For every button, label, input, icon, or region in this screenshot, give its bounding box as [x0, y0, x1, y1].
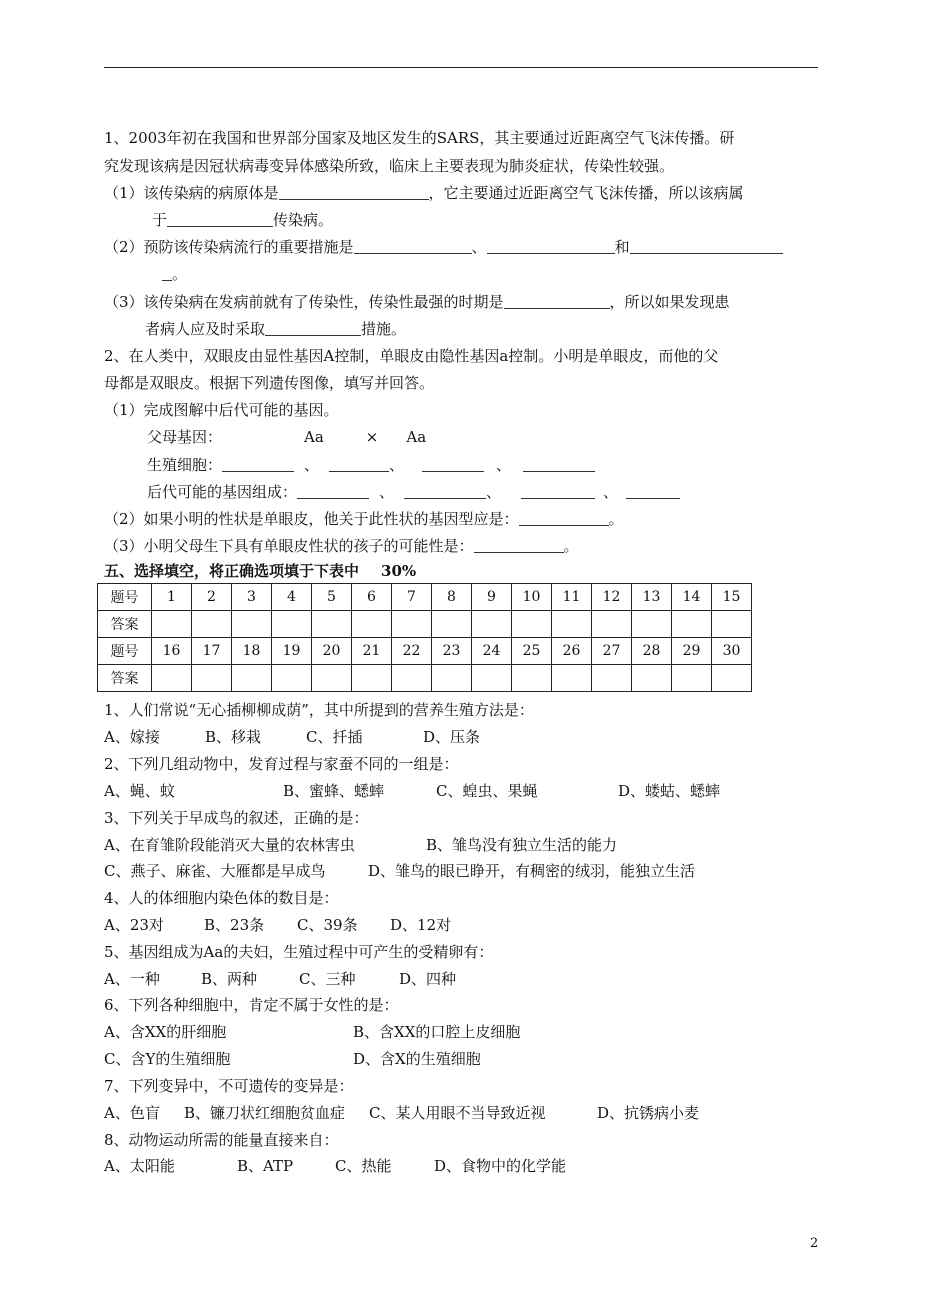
- mc-q8: 8、动物运动所需的能量直接来自：: [104, 1131, 339, 1149]
- question-number: 24: [472, 638, 512, 665]
- table-row: [98, 611, 752, 638]
- q2-parents: [147, 427, 426, 447]
- parent1-genotype: Aa: [304, 428, 324, 446]
- q1-part1: [104, 183, 744, 203]
- option-d: D、12对: [390, 916, 452, 934]
- question-number: 8: [432, 584, 472, 611]
- q1-part2-end: 。: [172, 265, 188, 283]
- q1-part3: [104, 292, 730, 312]
- mc-q5: 5、基因组成为Aa的夫妇，生殖过程中可产生的受精卵有：: [104, 943, 494, 961]
- answer-blank[interactable]: [404, 483, 486, 499]
- answer-blank[interactable]: [265, 320, 361, 336]
- q1-line2: 究发现该病是因冠状病毒变异体感染所致，临床上主要表现为肺炎症状，传染性较强。: [104, 157, 675, 175]
- question-number: 22: [392, 638, 432, 665]
- answer-cell[interactable]: [312, 665, 352, 692]
- answer-cell[interactable]: [552, 611, 592, 638]
- option-c: C、三种: [299, 970, 356, 988]
- option-b: B、23条: [204, 916, 265, 934]
- answer-blank[interactable]: [279, 184, 429, 200]
- question-number: 28: [632, 638, 672, 665]
- q2-gametes: [147, 455, 595, 475]
- mc-q1: 1、人们常说“无心插柳柳成荫”，其中所提到的营养生殖方法是：: [104, 701, 534, 719]
- header-cell-answer: 答案: [98, 611, 152, 638]
- option-c: C、蝗虫、果蝇: [436, 782, 538, 800]
- mc-q3-options-cd: [104, 861, 695, 881]
- option-c: C、扦插: [306, 728, 363, 746]
- q2-part3-text: （3）小明父母生下具有单眼皮性状的孩子的可能性是：: [104, 537, 474, 555]
- question-number: 4: [272, 584, 312, 611]
- parent2-genotype: Aa: [406, 428, 427, 446]
- mc-q8-options: [104, 1156, 566, 1176]
- option-c: C、某人用眼不当导致近视: [369, 1104, 546, 1122]
- answer-cell[interactable]: [312, 611, 352, 638]
- separator: 、: [496, 456, 512, 474]
- answer-cell[interactable]: [672, 611, 712, 638]
- answer-cell[interactable]: [232, 665, 272, 692]
- section5-score: 30%: [381, 562, 417, 580]
- answer-cell[interactable]: [592, 611, 632, 638]
- option-a: A、23对: [104, 916, 164, 934]
- question-number: 23: [432, 638, 472, 665]
- option-a: A、太阳能: [104, 1157, 175, 1175]
- separator: 、: [603, 483, 619, 501]
- answer-cell[interactable]: [392, 665, 432, 692]
- option-d: D、食物中的化学能: [434, 1157, 567, 1175]
- option-d: D、雏鸟的眼已睁开，有稠密的绒羽，能独立生活: [368, 862, 696, 880]
- table-row: [98, 584, 752, 611]
- mc-q4: 4、人的体细胞内染色体的数目是：: [104, 889, 339, 907]
- question-number: 30: [712, 638, 752, 665]
- answer-cell[interactable]: [592, 665, 632, 692]
- mc-q7: 7、下列变异中，不可遗传的变异是：: [104, 1077, 354, 1095]
- answer-blank[interactable]: [626, 483, 680, 499]
- option-d: D、四种: [399, 970, 457, 988]
- answer-blank[interactable]: [521, 483, 595, 499]
- question-number: 26: [552, 638, 592, 665]
- q1-part3-text: （3）该传染病在发病前就有了传染性，传染性最强的时期是: [104, 293, 504, 311]
- question-number: 14: [672, 584, 712, 611]
- mc-q7-options: [104, 1103, 699, 1123]
- question-number: 20: [312, 638, 352, 665]
- question-number: 2: [192, 584, 232, 611]
- option-d: D、抗锈病小麦: [597, 1104, 700, 1122]
- parents-label: 父母基因：: [147, 428, 223, 446]
- answer-cell[interactable]: [272, 611, 312, 638]
- option-c: C、热能: [335, 1157, 392, 1175]
- separator: 、: [389, 456, 405, 474]
- q2-line1: 2、在人类中，双眼皮由显性基因A控制，单眼皮由隐性基因a控制。小明是单眼皮，而他的父: [104, 347, 719, 365]
- q1-part1-text: （1）该传染病的病原体是: [104, 184, 279, 202]
- option-d: D、蝼蛄、蟋蟀: [618, 782, 721, 800]
- header-cell-question: 题号: [98, 638, 152, 665]
- answer-table: [97, 583, 752, 692]
- answer-cell[interactable]: [512, 611, 552, 638]
- question-number: 15: [712, 584, 752, 611]
- separator: 、: [486, 483, 502, 501]
- section5-title: 五、选择填空，将正确选项填于下表中: [104, 562, 360, 580]
- answer-cell[interactable]: [392, 611, 432, 638]
- q1-part1-text2: ，它主要通过近距离空气飞沫传播，所以该病属: [428, 184, 744, 202]
- option-b: B、蜜蜂、蟋蟀: [283, 782, 385, 800]
- answer-cell[interactable]: [712, 665, 752, 692]
- answer-cell[interactable]: [672, 665, 712, 692]
- q2-part3: [104, 536, 579, 556]
- offspring-label: 后代可能的基因组成：: [147, 483, 298, 501]
- option-a: A、色盲: [104, 1104, 160, 1122]
- answer-blank[interactable]: [162, 265, 172, 281]
- q1-part3-text2: ，所以如果发现患: [609, 293, 730, 311]
- option-b: B、ATP: [237, 1157, 294, 1175]
- mc-q6-options-cd: [104, 1049, 481, 1069]
- question-number: 13: [632, 584, 672, 611]
- answer-blank[interactable]: [297, 483, 369, 499]
- question-number: 19: [272, 638, 312, 665]
- header-cell-answer: 答案: [98, 665, 152, 692]
- q2-part2-end: 。: [608, 510, 624, 528]
- q2-line2: 母都是双眼皮。根据下列遗传图像，填写并回答。: [104, 374, 435, 392]
- mc-q3-options-ab: [104, 835, 617, 855]
- q2-part1: （1）完成图解中后代可能的基因。: [104, 401, 339, 419]
- gametes-label: 生殖细胞：: [147, 456, 223, 474]
- page-number: 2: [810, 1236, 819, 1251]
- question-number: 10: [512, 584, 552, 611]
- question-number: 9: [472, 584, 512, 611]
- option-a: A、嫁接: [104, 728, 160, 746]
- answer-blank[interactable]: [487, 238, 615, 254]
- q1-part2-and: 和: [614, 238, 630, 256]
- table-row: [98, 665, 752, 692]
- answer-cell[interactable]: [512, 665, 552, 692]
- answer-blank[interactable]: [523, 456, 595, 472]
- question-number: 17: [192, 638, 232, 665]
- answer-blank[interactable]: [504, 293, 610, 309]
- option-b: B、含XX的口腔上皮细胞: [353, 1023, 521, 1041]
- question-number: 3: [232, 584, 272, 611]
- mc-q1-options: [104, 727, 480, 747]
- answer-cell[interactable]: [152, 665, 192, 692]
- q1-part1-text4: 传染病。: [273, 211, 334, 229]
- answer-cell[interactable]: [632, 611, 672, 638]
- option-d: D、含X的生殖细胞: [353, 1050, 481, 1068]
- answer-cell[interactable]: [632, 665, 672, 692]
- answer-cell[interactable]: [152, 611, 192, 638]
- q1-part1-text3: 于: [152, 211, 168, 229]
- question-number: 16: [152, 638, 192, 665]
- option-d: D、压条: [423, 728, 481, 746]
- q1-part3-text3: 者病人应及时采取: [145, 320, 266, 338]
- answer-blank[interactable]: [354, 238, 472, 254]
- header-cell-question: 题号: [98, 584, 152, 611]
- cross-symbol: ×: [365, 428, 379, 446]
- answer-blank[interactable]: [630, 238, 783, 254]
- answer-cell[interactable]: [472, 611, 512, 638]
- answer-cell[interactable]: [432, 611, 472, 638]
- question-number: 18: [232, 638, 272, 665]
- answer-cell[interactable]: [272, 665, 312, 692]
- separator: 、: [379, 483, 395, 501]
- answer-cell[interactable]: [232, 611, 272, 638]
- question-number: 12: [592, 584, 632, 611]
- answer-blank[interactable]: [519, 510, 609, 526]
- option-c: C、含Y的生殖细胞: [104, 1050, 231, 1068]
- mc-q2-options: [104, 781, 720, 801]
- q1-part1-cont: [152, 210, 333, 230]
- answer-blank[interactable]: [422, 456, 484, 472]
- option-c: C、39条: [297, 916, 358, 934]
- question-number: 5: [312, 584, 352, 611]
- separator: 、: [304, 456, 320, 474]
- answer-cell[interactable]: [352, 611, 392, 638]
- q2-part2: [104, 509, 624, 529]
- option-a: A、在育雏阶段能消灭大量的农林害虫: [104, 836, 355, 854]
- q1-part2: [104, 237, 783, 257]
- answer-cell[interactable]: [552, 665, 592, 692]
- answer-cell[interactable]: [432, 665, 472, 692]
- question-number: 27: [592, 638, 632, 665]
- question-number: 21: [352, 638, 392, 665]
- answer-blank[interactable]: [167, 211, 273, 227]
- answer-cell[interactable]: [712, 611, 752, 638]
- question-number: 25: [512, 638, 552, 665]
- option-a: A、一种: [104, 970, 160, 988]
- answer-cell[interactable]: [192, 665, 232, 692]
- mc-q3: 3、下列关于早成鸟的叙述，正确的是：: [104, 809, 369, 827]
- option-b: B、两种: [201, 970, 258, 988]
- section5-heading: [104, 561, 416, 581]
- answer-blank[interactable]: [222, 456, 294, 472]
- answer-cell[interactable]: [472, 665, 512, 692]
- q1-part2-cont: [162, 264, 187, 284]
- q1-part3-text4: 措施。: [361, 320, 407, 338]
- q1-part2-sep: 、: [471, 238, 487, 256]
- answer-blank[interactable]: [474, 537, 564, 553]
- question-number: 11: [552, 584, 592, 611]
- mc-q5-options: [104, 969, 456, 989]
- answer-cell[interactable]: [352, 665, 392, 692]
- option-b: B、雏鸟没有独立生活的能力: [426, 836, 618, 854]
- mc-q2: 2、下列几组动物中，发育过程与家蚕不同的一组是：: [104, 755, 459, 773]
- mc-q6: 6、下列各种细胞中，肯定不属于女性的是：: [104, 996, 399, 1014]
- q1-line1: 1、2003年初在我国和世界部分国家及地区发生的SARS，其主要通过近距离空气飞沫传播。研: [104, 129, 735, 147]
- q2-offspring: [147, 482, 680, 502]
- q2-part2-text: （2）如果小明的性状是单眼皮，他关于此性状的基因型应是：: [104, 510, 519, 528]
- option-b: B、移栽: [205, 728, 262, 746]
- question-number: 1: [152, 584, 192, 611]
- answer-blank[interactable]: [329, 456, 389, 472]
- mc-q6-options-ab: [104, 1022, 520, 1042]
- option-a: A、含XX的肝细胞: [104, 1023, 227, 1041]
- option-c: C、燕子、麻雀、大雁都是早成鸟: [104, 862, 326, 880]
- option-a: A、蝇、蚊: [104, 782, 175, 800]
- mc-q4-options: [104, 915, 451, 935]
- question-number: 7: [392, 584, 432, 611]
- answer-cell[interactable]: [192, 611, 232, 638]
- q1-part3-cont: [145, 319, 406, 339]
- table-row: [98, 638, 752, 665]
- question-number: 6: [352, 584, 392, 611]
- q1-part2-text: （2）预防该传染病流行的重要措施是: [104, 238, 354, 256]
- option-b: B、镰刀状红细胞贫血症: [184, 1104, 346, 1122]
- question-number: 29: [672, 638, 712, 665]
- header-rule: [104, 67, 818, 68]
- q2-part3-end: 。: [563, 537, 579, 555]
